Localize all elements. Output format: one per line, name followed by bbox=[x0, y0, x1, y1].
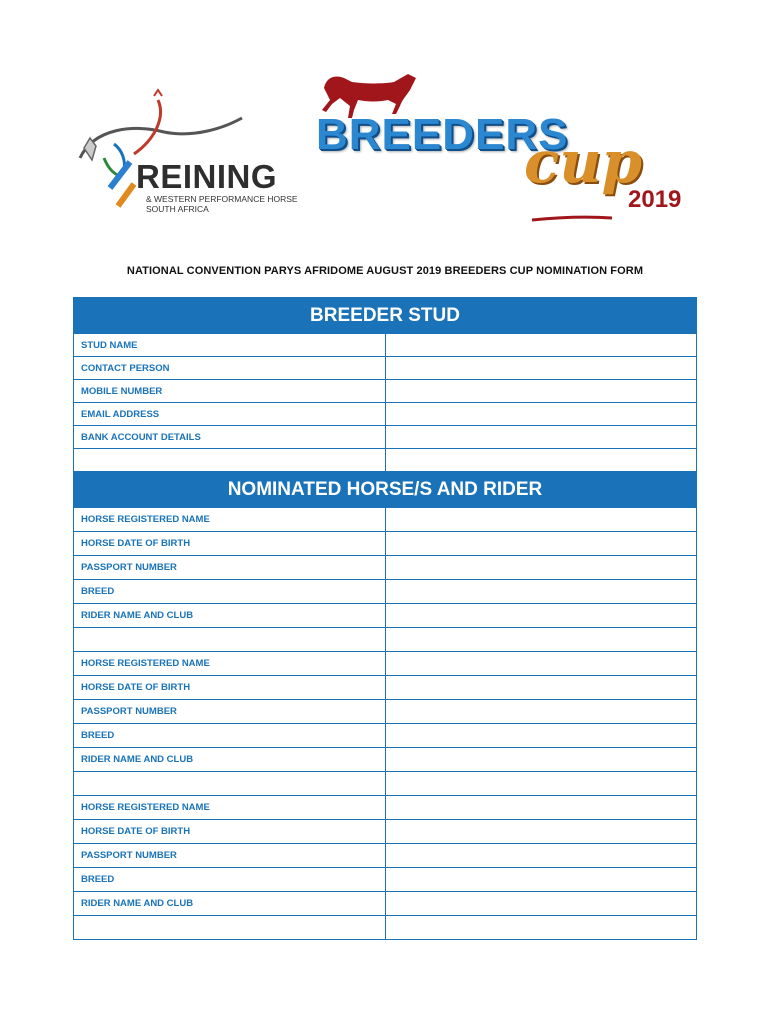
field-label bbox=[74, 628, 386, 652]
form-row bbox=[74, 796, 697, 820]
field-input[interactable] bbox=[385, 844, 697, 868]
field-input[interactable] bbox=[385, 580, 697, 604]
form-row bbox=[74, 652, 697, 676]
form-row bbox=[74, 508, 697, 532]
section-heading: NOMINATED HORSE/S AND RIDER bbox=[74, 472, 697, 508]
form-row bbox=[74, 357, 697, 380]
field-label: BANK ACCOUNT DETAILS bbox=[74, 426, 386, 449]
field-label bbox=[74, 772, 386, 796]
field-input[interactable] bbox=[385, 426, 697, 449]
field-label: BREED bbox=[74, 580, 386, 604]
form-row bbox=[74, 892, 697, 916]
field-label: PASSPORT NUMBER bbox=[74, 700, 386, 724]
field-input[interactable] bbox=[385, 380, 697, 403]
section-heading: BREEDER STUD bbox=[74, 298, 697, 334]
form-row bbox=[74, 676, 697, 700]
logo-area bbox=[0, 0, 770, 250]
form-row bbox=[74, 403, 697, 426]
field-label: HORSE REGISTERED NAME bbox=[74, 796, 386, 820]
field-input[interactable] bbox=[385, 868, 697, 892]
form-row bbox=[74, 604, 697, 628]
reining-subtitle-line1: & WESTERN PERFORMANCE HORSE bbox=[146, 194, 298, 204]
section-header-horses bbox=[74, 472, 697, 508]
field-input[interactable] bbox=[385, 820, 697, 844]
cup-logo-word: cup bbox=[524, 128, 643, 196]
form-row bbox=[74, 380, 697, 403]
field-input[interactable] bbox=[385, 556, 697, 580]
form-row bbox=[74, 916, 697, 940]
field-label: HORSE REGISTERED NAME bbox=[74, 652, 386, 676]
field-input[interactable] bbox=[385, 403, 697, 426]
form-row bbox=[74, 532, 697, 556]
reining-logo-word: REINING bbox=[136, 158, 278, 195]
field-input[interactable] bbox=[385, 449, 697, 472]
field-label: PASSPORT NUMBER bbox=[74, 844, 386, 868]
field-input[interactable] bbox=[385, 700, 697, 724]
form-row bbox=[74, 748, 697, 772]
reining-logo-subtitle bbox=[146, 194, 298, 214]
year-logo-word: 2019 bbox=[628, 186, 682, 213]
form-row bbox=[74, 700, 697, 724]
form-row bbox=[74, 772, 697, 796]
field-label: HORSE DATE OF BIRTH bbox=[74, 532, 386, 556]
form-row bbox=[74, 580, 697, 604]
field-input[interactable] bbox=[385, 916, 697, 940]
field-input[interactable] bbox=[385, 724, 697, 748]
nomination-form-table bbox=[73, 297, 697, 940]
field-label: RIDER NAME AND CLUB bbox=[74, 604, 386, 628]
field-input[interactable] bbox=[385, 748, 697, 772]
form-row bbox=[74, 334, 697, 357]
form-row bbox=[74, 556, 697, 580]
field-label: BREED bbox=[74, 724, 386, 748]
reining-subtitle-line2: SOUTH AFRICA bbox=[146, 204, 209, 214]
field-label bbox=[74, 449, 386, 472]
field-label: HORSE DATE OF BIRTH bbox=[74, 820, 386, 844]
field-label: PASSPORT NUMBER bbox=[74, 556, 386, 580]
form-row bbox=[74, 449, 697, 472]
form-row bbox=[74, 820, 697, 844]
field-input[interactable] bbox=[385, 532, 697, 556]
field-input[interactable] bbox=[385, 628, 697, 652]
field-label: RIDER NAME AND CLUB bbox=[74, 892, 386, 916]
field-input[interactable] bbox=[385, 652, 697, 676]
field-input[interactable] bbox=[385, 772, 697, 796]
field-input[interactable] bbox=[385, 508, 697, 532]
field-label: CONTACT PERSON bbox=[74, 357, 386, 380]
field-input[interactable] bbox=[385, 676, 697, 700]
field-label: HORSE REGISTERED NAME bbox=[74, 508, 386, 532]
field-input[interactable] bbox=[385, 604, 697, 628]
field-input[interactable] bbox=[385, 334, 697, 357]
form-row bbox=[74, 724, 697, 748]
field-input[interactable] bbox=[385, 357, 697, 380]
breeders-logo-word: BREEDERS bbox=[316, 110, 569, 159]
field-label: HORSE DATE OF BIRTH bbox=[74, 676, 386, 700]
field-input[interactable] bbox=[385, 796, 697, 820]
field-label: EMAIL ADDRESS bbox=[74, 403, 386, 426]
form-row bbox=[74, 426, 697, 449]
field-label: STUD NAME bbox=[74, 334, 386, 357]
section-header-breeder bbox=[74, 298, 697, 334]
field-label: BREED bbox=[74, 868, 386, 892]
field-label bbox=[74, 916, 386, 940]
field-input[interactable] bbox=[385, 892, 697, 916]
form-row bbox=[74, 868, 697, 892]
form-row bbox=[74, 844, 697, 868]
form-title: NATIONAL CONVENTION PARYS AFRIDOME AUGUST 2019 BREEDERS CUP NOMINATION FORM bbox=[126, 265, 644, 277]
field-label: MOBILE NUMBER bbox=[74, 380, 386, 403]
field-label: RIDER NAME AND CLUB bbox=[74, 748, 386, 772]
form-row bbox=[74, 628, 697, 652]
